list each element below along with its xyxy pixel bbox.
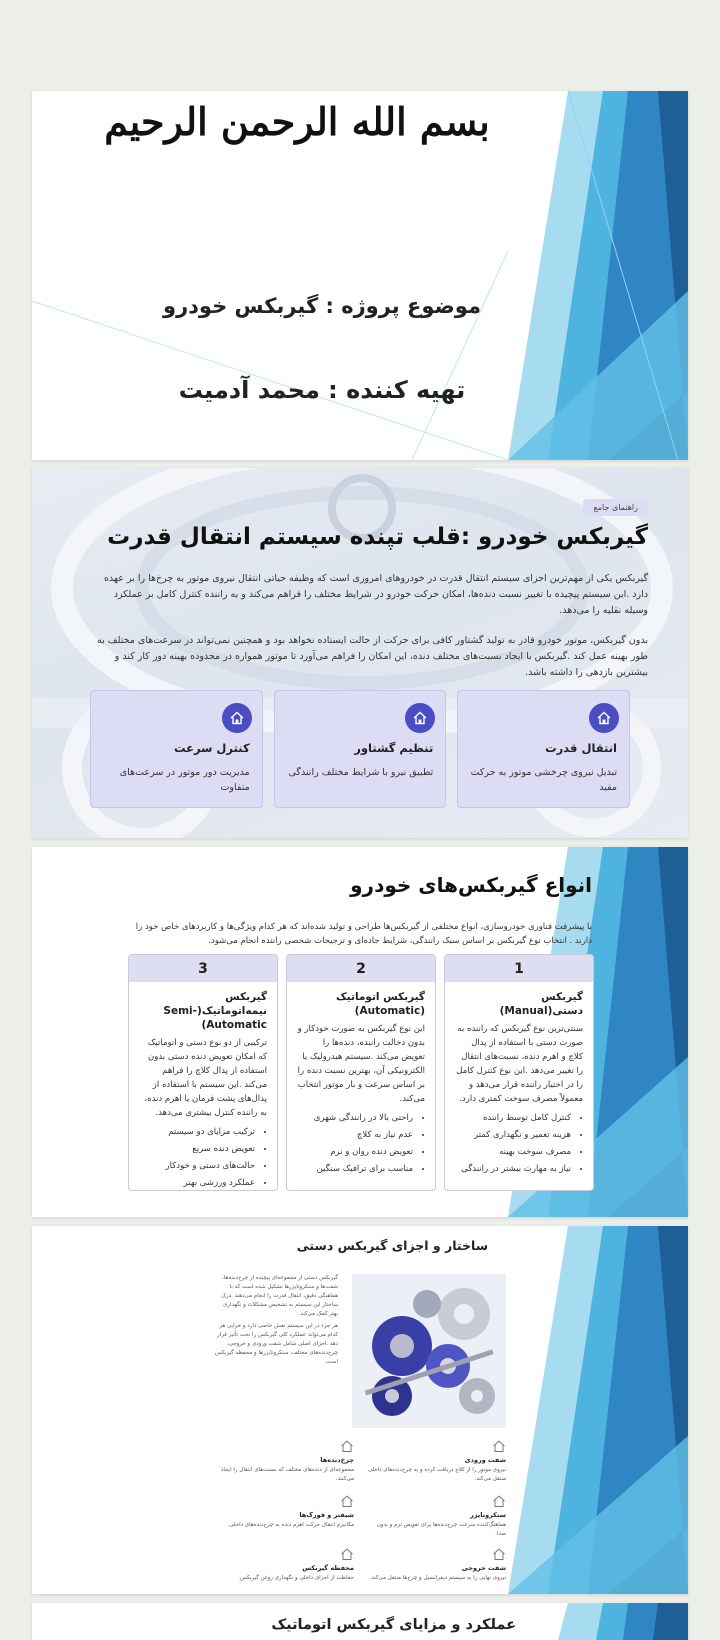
card-title: تنظیم گشتاور <box>354 741 434 755</box>
structure-text-1: گیربکس دستی از مجموعه‌ای پیچیده از چرخ‌دنده‌ها، شفت‌ها و سنکرونایزرها تشکیل شده است که با هماهنگی دقیق، انتقال قدرت را انجام می‌دهند .درک ساختار این سیستم به تشخیص مشکلات و نگهداری بهتر کمک می‌کند. <box>221 1275 338 1317</box>
project-subject: موضوع پروژه : گیربکس خودرو <box>163 294 481 318</box>
list-item: • نیاز به مهارت بیشتر در رانندگی <box>451 1161 571 1178</box>
type-title: گیربکس دستی(Manual) <box>499 991 583 1017</box>
feature-card[interactable] <box>274 690 447 808</box>
slide-gearbox-types[interactable] <box>32 847 688 1217</box>
home-outline-icon <box>214 1493 354 1509</box>
part-desc: مجموعه‌ای از دنده‌های مختلف که نسبت‌های انتقال را ایجاد می‌کنند. <box>220 1467 354 1482</box>
thin-lines-decoration <box>32 91 508 460</box>
blue-triangle-decoration <box>508 1226 688 1594</box>
part-item <box>366 1438 506 1484</box>
type-columns <box>128 954 594 1191</box>
part-desc: نیروی نهایی را به سیستم دیفرانسیل و چرخ‌ها منتقل می‌کند. <box>369 1575 506 1581</box>
feature-card[interactable] <box>457 690 630 808</box>
card-title: انتقال قدرت <box>545 741 617 755</box>
list-item: • هزینه تعمیر و نگهداری کمتر <box>451 1127 571 1144</box>
type-feature-list <box>287 1106 435 1178</box>
part-item <box>214 1546 354 1583</box>
part-desc: حفاظت از اجزای داخلی و نگهداری روغن گیربکس. <box>238 1575 354 1581</box>
slide-manual-structure[interactable] <box>32 1226 688 1594</box>
type-number: 2 <box>287 955 435 982</box>
list-item: • راحتی بالا در رانندگی شهری <box>293 1110 413 1127</box>
slide-heading: گیربکس خودرو :قلب تپنده سیستم انتقال قدرت <box>107 524 648 550</box>
slide-heading: ساختار و اجزای گیربکس دستی <box>296 1238 488 1253</box>
list-item: • کنترل کامل توسط راننده <box>451 1110 571 1127</box>
feature-cards <box>90 690 630 808</box>
part-title: شفت خروجی <box>461 1564 506 1572</box>
slide-heading: انواع گیربکس‌های خودرو <box>350 873 592 897</box>
slide-title[interactable] <box>32 91 688 460</box>
list-item: • تعویض دنده سریع <box>135 1141 255 1158</box>
type-number: 3 <box>129 955 277 982</box>
home-outline-icon <box>366 1546 506 1562</box>
list-item: • عملکرد ورزشی بهتر <box>135 1175 255 1191</box>
home-outline-icon <box>366 1493 506 1509</box>
intro-paragraph: با پیشرفت فناوری خودروسازی، انواع مختلفی از گیربکس‌ها طراحی و تولید شده‌اند که هر کدام ویژگی‌ها و کاربردهای خاص خود را دارند . انتخاب نوع گیربکس بر اساس سبک رانندگی، شرایط جاده‌ای و ترجیحات شخصی راننده انجام می‌شود. <box>135 922 592 946</box>
card-desc: تبدیل نیروی چرخشی موتور به حرکت مفید <box>470 767 617 793</box>
type-desc: این نوع گیربکس به صورت خودکار و بدون دخالت راننده، دنده‌ها را تعویض می‌کند .سیستم هیدرولیک یا الکترونیکی آن، بهترین نسبت دنده را بر اساس سرعت و بار موتور انتخاب می‌کند. <box>297 1024 425 1104</box>
blue-triangle-decoration <box>508 91 688 460</box>
part-desc: هماهنگ‌کننده سرعت چرخ‌دنده‌ها برای تعویض نرم و بدون صدا. <box>376 1522 506 1537</box>
home-outline-icon <box>366 1438 506 1454</box>
home-outline-icon <box>214 1546 354 1562</box>
type-desc: سنتی‌ترین نوع گیربکس که راننده به صورت دستی با استفاده از پدال کلاچ و اهرم دنده، نسبت‌های انتقال را تغییر می‌دهد .این نوع کنترل کامل را در اختیار راننده قرار می‌دهد و معمولاً مصرف سوخت کمتری دارد. <box>456 1024 583 1104</box>
bismillah-title: بسم الله الرحمن الرحیم <box>104 99 490 144</box>
guide-badge: راهنمای جامع <box>583 499 648 516</box>
type-desc: ترکیبی از دو نوع دستی و اتوماتیک که امکان تعویض دنده دستی بدون استفاده از پدال کلاچ را فراهم می‌کند .این سیستم با استفاده از پدال‌های پشت فرمان یا اهرم دنده، به راننده کنترل بیشتری می‌دهد. <box>144 1038 267 1118</box>
list-item: • عدم نیاز به کلاچ <box>293 1127 413 1144</box>
part-title: محفظه گیربکس <box>302 1564 354 1572</box>
list-item: • تعویض دنده روان و نرم <box>293 1144 413 1161</box>
type-title: گیربکس نیمه‌اتوماتیک(Semi-Automatic) <box>163 991 267 1031</box>
home-icon <box>589 703 619 733</box>
type-feature-list <box>129 1120 277 1191</box>
card-title: کنترل سرعت <box>173 741 250 755</box>
list-item: • مصرف سوخت بهینه <box>451 1144 571 1161</box>
card-desc: مدیریت دور موتور در سرعت‌های متفاوت <box>119 767 250 793</box>
home-icon <box>222 703 252 733</box>
intro-paragraph-1: گیربکس یکی از مهم‌ترین اجزای سیستم انتقال قدرت در خودروهای امروزی است که وظیفه حیاتی انتقال نیروی موتور به چرخ‌ها را بر عهده دارد .این سیستم پیچیده با تغییر نسبت دنده‌ها، امکان حرکت خودرو در شرایط مختلف را فراهم می‌کند و به راننده کنترل کامل بر عملکرد وسیله نقلیه را می‌دهد. <box>103 573 648 616</box>
type-title: گیربکس اتوماتیک (Automatic) <box>335 991 425 1017</box>
type-number: 1 <box>445 955 593 982</box>
structure-text-2: هر جزء در این سیستم نقش خاصی دارد و خرابی هر کدام می‌تواند عملکرد کلی گیربکس را تحت تأثیر قرار دهد .اجزای اصلی شامل شفت ورودی و خروجی، چرخ‌دنده‌های مختلف، سنکرونایزرها و محفظه گیربکس است. <box>214 1323 338 1365</box>
feature-card[interactable] <box>90 690 263 808</box>
intro-paragraph-2: بدون گیربکس، موتور خودرو قادر به تولید گشتاور کافی برای حرکت از حالت ایستاده نخواهد بود و همچنین نمی‌تواند در سرعت‌های مختلف به طور بهینه عمل کند .گیربکس با ایجاد نسبت‌های مختلف دنده، این امکان را فراهم می‌آورد تا موتور همواره در محدوده بهینه دور کار کند و بیشترین بازدهی را داشته باشد. <box>97 635 648 678</box>
list-item: • حالت‌های دستی و خودکار <box>135 1158 255 1175</box>
type-feature-list <box>445 1106 593 1178</box>
part-title: سنکرونایزر <box>469 1511 506 1519</box>
part-item <box>214 1438 354 1484</box>
part-item <box>366 1546 506 1583</box>
list-item: • ترکیب مزایای دو سیستم <box>135 1124 255 1141</box>
slide-automatic[interactable] <box>32 1603 688 1640</box>
blue-triangle-decoration <box>508 1603 688 1640</box>
type-card[interactable] <box>444 954 594 1191</box>
gears-illustration <box>352 1274 506 1428</box>
home-icon <box>405 703 435 733</box>
type-card[interactable] <box>128 954 278 1191</box>
list-item: • مناسب برای ترافیک سنگین <box>293 1161 413 1178</box>
type-card[interactable] <box>286 954 436 1191</box>
part-item <box>214 1493 354 1530</box>
part-title: چرخ‌دنده‌ها <box>320 1456 354 1464</box>
part-item <box>366 1493 506 1539</box>
part-desc: نیروی موتور را از کلاچ دریافت کرده و به چرخ‌دنده‌های داخلی منتقل می‌کند. <box>367 1467 506 1482</box>
slide-heading: عملکرد و مزایای گیربکس اتوماتیک <box>271 1617 516 1633</box>
part-desc: مکانیزم انتقال حرکت اهرم دنده به چرخ‌دنده‌های داخلی. <box>227 1522 354 1528</box>
part-title: شفت ورودی <box>464 1456 506 1464</box>
part-title: شیفتر و فورک‌ها <box>299 1511 354 1519</box>
author-line: تهیه کننده : محمد آدمیت <box>178 376 466 404</box>
slide-gearbox-intro[interactable] <box>32 468 688 838</box>
home-outline-icon <box>214 1438 354 1454</box>
card-desc: تطبیق نیرو با شرایط مختلف رانندگی <box>288 767 434 778</box>
